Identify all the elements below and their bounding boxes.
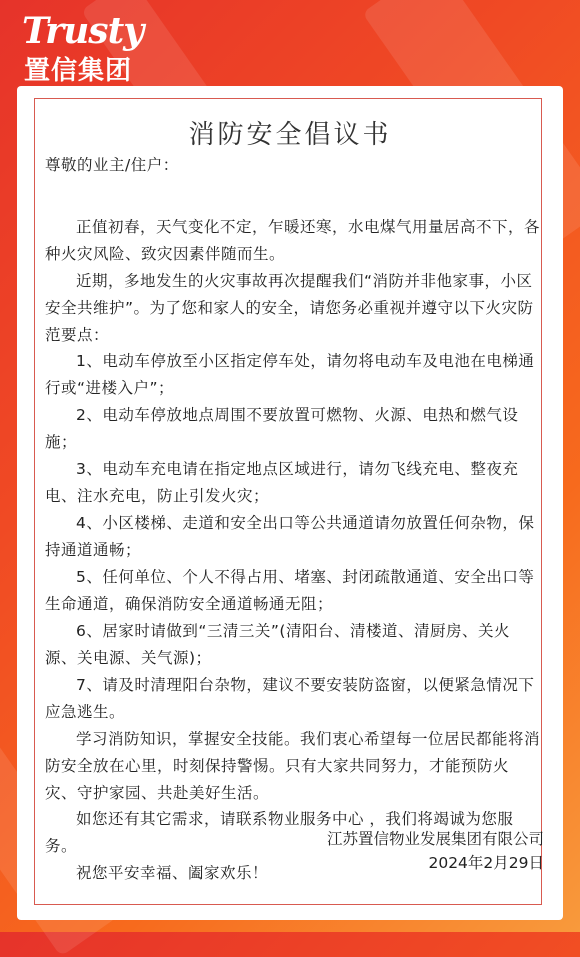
logo-english: Trusty: [22, 10, 144, 52]
company-signature: 江苏置信物业发展集团有限公司: [326, 830, 544, 848]
signature-date: 2024年2月29日: [428, 854, 544, 872]
list-item: 4、小区楼梯、走道和安全出口等公共通道请勿放置任何杂物，保持通道通畅；: [45, 514, 535, 559]
learn-paragraph: 学习消防知识，掌握安全技能。我们衷心希望每一位居民都能将消防安全放在心里，时刻保持警惕。只有大家共同努力，才能预防火灾、守护家园、共赴美好生活。: [45, 730, 541, 802]
wish-line: 祝您平安幸福、阖家欢乐！: [76, 864, 269, 882]
list-item: 2、电动车停放地点周围不要放置可燃物、火源、电热和燃气设施；: [45, 406, 519, 451]
intro-paragraph: 正值初春，天气变化不定，乍暖还寒，水电煤气用量居高不下，各种火灾风险、致灾因素伴随而生。: [45, 218, 541, 263]
list-item: 5、任何单位、个人不得占用、堵塞、封闭疏散通道、安全出口等生命通道，确保消防安全通道畅通无阻；: [45, 568, 535, 613]
context-paragraph: 近期，多地发生的火灾事故再次提醒我们“消防并非他家事，小区安全共维护”。为了您和家人的安全，请您务必重视并遵守以下火灾防范要点：: [45, 272, 534, 344]
list-item: 6、居家时请做到“三清三关”(清阳台、清楼道、清厨房、关火源、关电源、关气源)；: [45, 622, 510, 667]
list-item: 1、电动车停放至小区指定停车处，请勿将电动车及电池在电梯通行或“进楼入户”；: [45, 352, 535, 397]
list-item: 3、电动车充电请在指定地点区域进行，请勿飞线充电、整夜充电、注水充电，防止引发火灾；: [45, 460, 519, 505]
letter-paper: [17, 86, 563, 920]
list-item: 7、请及时清理阳台杂物，建议不要安装防盗窗，以便紧急情况下应急逃生。: [45, 676, 535, 721]
logo-chinese: 置信集团: [24, 56, 133, 86]
company-logo: [22, 8, 162, 86]
contact-paragraph: 如您还有其它需求，请联系物业服务中心 ，我们将竭诚为您服务。: [45, 810, 514, 855]
greeting: 尊敬的业主/住户：: [45, 156, 179, 174]
page-title: 消防安全倡议书: [188, 120, 392, 150]
